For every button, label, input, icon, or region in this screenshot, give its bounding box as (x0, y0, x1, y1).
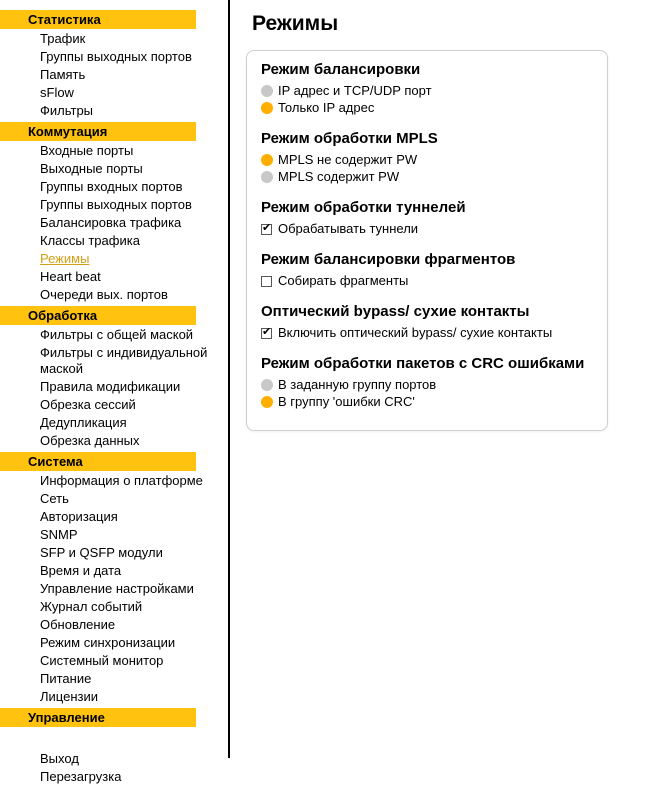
radio-option-row[interactable] (261, 152, 593, 168)
radio-option-row[interactable] (261, 83, 593, 99)
sidebar-item-фильтры[interactable]: Фильтры (40, 103, 94, 118)
sidebar-item-дедупликация[interactable]: Дедупликация (40, 415, 127, 430)
main-content (232, 0, 650, 758)
sidebar-item-очереди-вых-портов[interactable]: Очереди вых. портов (40, 287, 168, 302)
sidebar-group-items (0, 728, 228, 786)
sidebar-item-системный-монитор[interactable]: Системный монитор (40, 653, 164, 668)
sidebar-item-обрезка-сессий[interactable]: Обрезка сессий (40, 397, 136, 412)
sidebar-group-items (0, 30, 228, 120)
sidebar-item-выходные-порты[interactable]: Выходные порты (40, 161, 143, 176)
sidebar-item-режимы[interactable]: Режимы (40, 251, 90, 266)
sidebar-item-обрезка-данных[interactable]: Обрезка данных (40, 433, 140, 448)
sidebar-item-журнал-событий[interactable]: Журнал событий (40, 599, 143, 614)
checkbox-checked-icon[interactable] (261, 328, 272, 339)
sidebar-item-время-и-дата[interactable]: Время и дата (40, 563, 122, 578)
option-label: В заданную группу портов (278, 377, 437, 392)
sidebar-item-лицензии[interactable]: Лицензии (40, 689, 98, 704)
sidebar-group-items (0, 142, 228, 304)
section-title: Режим балансировки (261, 61, 421, 78)
option-label: Включить оптический bypass/ сухие контакты (278, 325, 553, 340)
settings-section (261, 130, 593, 185)
sidebar-item-группы-входных-портов[interactable]: Группы входных портов (40, 179, 183, 194)
sidebar-group (0, 708, 228, 786)
radio-unselected-icon[interactable] (261, 85, 273, 97)
sidebar-item-трафик[interactable]: Трафик (40, 31, 86, 46)
sidebar-item-режим-синхронизации[interactable]: Режим синхронизации (40, 635, 176, 650)
sidebar-group-items (0, 472, 228, 706)
sidebar-spacer (0, 728, 228, 750)
sidebar-item-информация-о-платформе[interactable]: Информация о платформе (40, 473, 203, 488)
sidebar-item-группы-выходных-портов[interactable]: Группы выходных портов (40, 197, 192, 212)
settings-section (261, 251, 593, 289)
settings-section (261, 61, 593, 116)
sidebar-group (0, 306, 228, 450)
option-label: В группу 'ошибки CRC' (278, 394, 415, 409)
radio-option-row[interactable] (261, 100, 593, 116)
checkbox-option-row[interactable] (261, 273, 593, 289)
sidebar-group-header: Статистика (0, 10, 196, 29)
sidebar-group-header: Обработка (0, 306, 196, 325)
sidebar-item-перезагрузка[interactable]: Перезагрузка (40, 769, 122, 784)
sidebar-group-header: Управление (0, 708, 196, 727)
radio-selected-icon[interactable] (261, 154, 273, 166)
checkbox-option-row[interactable] (261, 325, 593, 341)
sidebar-item-sflow[interactable]: sFlow (40, 85, 74, 100)
checkbox-checked-icon[interactable] (261, 224, 272, 235)
sidebar-item-входные-порты[interactable]: Входные порты (40, 143, 134, 158)
option-label: IP адрес и TCP/UDP порт (278, 83, 432, 98)
settings-section (261, 303, 593, 341)
sidebar-group (0, 452, 228, 706)
sidebar-group-header: Система (0, 452, 196, 471)
section-title: Режим обработки пакетов с CRC ошибками (261, 355, 585, 372)
section-title: Режим обработки MPLS (261, 130, 438, 147)
page-title: Режимы (252, 12, 339, 35)
radio-unselected-icon[interactable] (261, 379, 273, 391)
modes-panel (246, 50, 608, 431)
option-label: MPLS содержит PW (278, 169, 400, 184)
sidebar-item-память[interactable]: Память (40, 67, 86, 82)
sidebar (0, 0, 230, 784)
sidebar-item-sfp-и-qsfp-модули[interactable]: SFP и QSFP модули (40, 545, 163, 560)
option-label: Только IP адрес (278, 100, 375, 115)
sidebar-group (0, 122, 228, 304)
option-label: Собирать фрагменты (278, 273, 409, 288)
sidebar-item-snmp[interactable]: SNMP (40, 527, 78, 542)
sidebar-item-выход[interactable]: Выход (40, 751, 79, 766)
section-title: Режим балансировки фрагментов (261, 251, 516, 268)
section-title: Режим обработки туннелей (261, 199, 466, 216)
radio-unselected-icon[interactable] (261, 171, 273, 183)
settings-section (261, 199, 593, 237)
option-label: MPLS не содержит PW (278, 152, 418, 167)
sidebar-item-правила-модификации[interactable]: Правила модификации (40, 379, 181, 394)
sidebar-group (0, 10, 228, 120)
sidebar-item-фильтры-с-общей-маской[interactable]: Фильтры с общей маской (40, 327, 194, 342)
sidebar-item-группы-выходных-портов[interactable]: Группы выходных портов (40, 49, 192, 64)
section-title: Оптический bypass/ сухие контакты (261, 303, 530, 320)
checkbox-unchecked-icon[interactable] (261, 276, 272, 287)
sidebar-item-авторизация[interactable]: Авторизация (40, 509, 118, 524)
sidebar-item-питание[interactable]: Питание (40, 671, 92, 686)
sidebar-item-сеть[interactable]: Сеть (40, 491, 69, 506)
sidebar-item-обновление[interactable]: Обновление (40, 617, 116, 632)
sidebar-group-header: Коммутация (0, 122, 196, 141)
sidebar-item-управление-настройками[interactable]: Управление настройками (40, 581, 194, 596)
sidebar-item-heart-beat[interactable]: Heart beat (40, 269, 101, 284)
radio-option-row[interactable] (261, 169, 593, 185)
radio-option-row[interactable] (261, 377, 593, 393)
radio-selected-icon[interactable] (261, 396, 273, 408)
checkbox-option-row[interactable] (261, 221, 593, 237)
sidebar-group-items (0, 326, 228, 450)
option-label: Обрабатывать туннели (278, 221, 419, 236)
sidebar-item-балансировка-трафика[interactable]: Балансировка трафика (40, 215, 182, 230)
sidebar-item-фильтры-с-индивидуальной-маской[interactable]: Фильтры с индивидуальной маской (40, 345, 208, 376)
radio-option-row[interactable] (261, 394, 593, 410)
settings-section (261, 355, 593, 410)
radio-selected-icon[interactable] (261, 102, 273, 114)
sidebar-item-классы-трафика[interactable]: Классы трафика (40, 233, 140, 248)
